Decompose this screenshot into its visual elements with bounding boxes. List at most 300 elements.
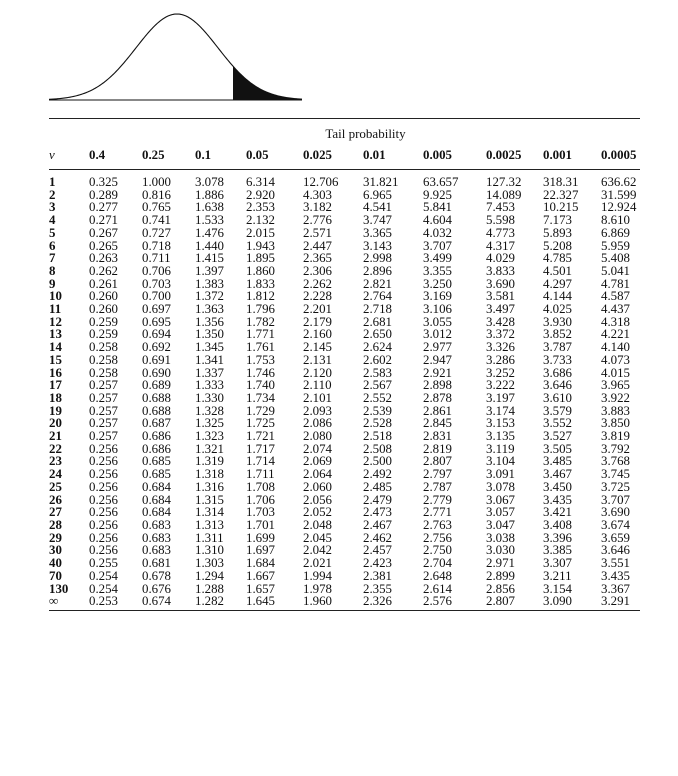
critical-value-cell: 1.440 (195, 238, 225, 253)
critical-value-cell: 1.725 (246, 416, 276, 431)
critical-value-cell: 3.286 (486, 352, 516, 367)
critical-value-cell: 3.690 (601, 505, 631, 520)
degrees-of-freedom-cell: 12 (49, 314, 62, 329)
critical-value-cell: 1.316 (195, 479, 225, 494)
critical-value-cell: 2.131 (303, 352, 333, 367)
critical-value-cell: 3.965 (601, 378, 631, 393)
degrees-of-freedom-cell: 9 (49, 276, 56, 291)
critical-value-cell: 2.776 (303, 213, 333, 228)
critical-value-cell: 3.055 (423, 314, 453, 329)
critical-value-cell: 2.145 (303, 340, 333, 355)
critical-value-cell: 3.367 (601, 581, 631, 596)
critical-value-cell: 2.365 (303, 251, 333, 266)
header-row (49, 141, 640, 170)
critical-value-cell: 4.773 (486, 225, 516, 240)
critical-value-cell: 3.067 (486, 492, 516, 507)
critical-value-cell: 2.326 (363, 595, 423, 610)
critical-value-cell: 1.943 (246, 238, 276, 253)
critical-value-cell: 3.850 (601, 416, 631, 431)
critical-value-cell: 4.015 (601, 365, 631, 380)
critical-value-cell: 1.333 (195, 378, 225, 393)
critical-value-cell: 0.263 (89, 251, 119, 266)
critical-value-cell: 0.684 (142, 505, 172, 520)
critical-value-cell: 0.256 (89, 479, 119, 494)
critical-value-cell: 1.708 (246, 479, 276, 494)
critical-value-cell: 2.750 (423, 543, 453, 558)
critical-value-cell: 2.074 (303, 441, 333, 456)
critical-value-cell: 1.341 (195, 352, 225, 367)
critical-value-cell: 22.327 (543, 187, 579, 202)
degrees-of-freedom-cell: 30 (49, 543, 62, 558)
critical-value-cell: 4.587 (601, 289, 631, 304)
critical-value-cell: 2.787 (423, 479, 453, 494)
critical-value-cell: 0.254 (89, 581, 119, 596)
critical-value-cell: 4.541 (363, 200, 393, 215)
critical-value-cell: 3.197 (486, 390, 516, 405)
critical-value-cell: 3.091 (486, 467, 516, 482)
critical-value-cell: 3.119 (486, 441, 515, 456)
critical-value-cell: 0.686 (142, 441, 172, 456)
critical-value-cell: 1.684 (246, 556, 276, 571)
critical-value-cell: 4.785 (543, 251, 573, 266)
critical-value-cell: 0.267 (89, 225, 119, 240)
critical-value-cell: 0.674 (142, 595, 195, 610)
critical-value-cell: 3.792 (601, 441, 631, 456)
degrees-of-freedom-cell: 22 (49, 441, 62, 456)
critical-value-cell: 3.922 (601, 390, 631, 405)
degrees-of-freedom-cell: ∞ (49, 595, 89, 610)
table-row (49, 557, 640, 570)
critical-value-cell: 2.457 (363, 543, 393, 558)
critical-value-cell: 2.845 (423, 416, 453, 431)
critical-value-cell: 3.078 (486, 479, 516, 494)
critical-value-cell: 0.683 (142, 517, 172, 532)
critical-value-cell: 2.179 (303, 314, 333, 329)
critical-value-cell: 3.421 (543, 505, 573, 520)
degrees-of-freedom-cell: 28 (49, 517, 62, 532)
critical-value-cell: 0.685 (142, 467, 172, 482)
degrees-of-freedom-cell: 19 (49, 403, 62, 418)
critical-value-cell: 2.355 (363, 581, 393, 596)
degrees-of-freedom-cell: 11 (49, 302, 62, 317)
critical-value-cell: 6.314 (246, 175, 276, 189)
critical-value-cell: 2.160 (303, 327, 333, 342)
degrees-of-freedom-cell: 24 (49, 467, 62, 482)
critical-value-cell: 3.733 (543, 352, 573, 367)
critical-value-cell: 1.701 (246, 517, 276, 532)
critical-value-cell: 1.000 (142, 175, 172, 189)
degrees-of-freedom-cell: 1 (49, 175, 56, 189)
shaded-upper-tail (233, 66, 302, 100)
table-row (49, 570, 640, 583)
critical-value-cell: 3.768 (601, 454, 631, 469)
critical-value-cell: 0.265 (89, 238, 119, 253)
critical-value-cell: 0.261 (89, 276, 119, 291)
critical-value-cell: 1.372 (195, 289, 225, 304)
critical-value-cell: 3.646 (543, 378, 573, 393)
critical-value-cell: 1.282 (195, 595, 246, 610)
critical-value-cell: 2.306 (303, 263, 333, 278)
critical-value-cell: 1.363 (195, 302, 225, 317)
critical-value-cell: 0.700 (142, 289, 172, 304)
critical-value-cell: 0.260 (89, 302, 119, 317)
degrees-of-freedom-cell: 3 (49, 200, 56, 215)
degrees-of-freedom-cell: 130 (49, 581, 69, 596)
degrees-of-freedom-cell: 17 (49, 378, 62, 393)
critical-value-cell: 1.319 (195, 454, 225, 469)
critical-value-cell: 0.253 (89, 595, 142, 610)
critical-value-cell: 1.645 (246, 595, 303, 610)
critical-value-cell: 0.257 (89, 403, 119, 418)
critical-value-cell: 0.688 (142, 390, 172, 405)
nu-header: ν (49, 141, 89, 170)
critical-value-cell: 3.182 (303, 200, 333, 215)
critical-value-cell: 3.143 (363, 238, 393, 253)
degrees-of-freedom-cell: 40 (49, 556, 62, 571)
critical-value-cell: 1.311 (195, 530, 224, 545)
critical-value-cell: 0.703 (142, 276, 172, 291)
critical-value-cell: 2.576 (423, 595, 486, 610)
critical-value-cell: 1.729 (246, 403, 276, 418)
critical-value-cell: 0.255 (89, 556, 119, 571)
critical-value-cell: 0.262 (89, 263, 119, 278)
critical-value-cell: 1.667 (246, 568, 276, 583)
tail-probability-header: 0.1 (195, 141, 246, 170)
critical-value-cell: 0.681 (142, 556, 172, 571)
tail-probability-header: 0.25 (142, 141, 195, 170)
critical-value-cell: 1.337 (195, 365, 225, 380)
critical-value-cell: 5.959 (601, 238, 631, 253)
critical-value-cell: 3.211 (543, 568, 572, 583)
critical-value-cell: 3.450 (543, 479, 573, 494)
critical-value-cell: 2.821 (363, 276, 393, 291)
critical-value-cell: 1.703 (246, 505, 276, 520)
critical-value-cell: 2.060 (303, 479, 333, 494)
critical-value-cell: 0.256 (89, 467, 119, 482)
critical-value-cell: 2.899 (486, 568, 516, 583)
critical-value-cell: 1.697 (246, 543, 276, 558)
critical-value-cell: 3.038 (486, 530, 516, 545)
critical-value-cell: 5.841 (423, 200, 453, 215)
critical-value-cell: 3.154 (543, 581, 573, 596)
critical-value-cell: 2.467 (363, 517, 393, 532)
critical-value-cell: 2.201 (303, 302, 333, 317)
critical-value-cell: 3.646 (601, 543, 631, 558)
critical-value-cell: 3.819 (601, 429, 631, 444)
critical-value-cell: 3.106 (423, 302, 453, 317)
critical-value-cell: 1.476 (195, 225, 225, 240)
critical-value-cell: 2.048 (303, 517, 333, 532)
degrees-of-freedom-cell: 26 (49, 492, 62, 507)
critical-value-cell: 3.707 (423, 238, 453, 253)
critical-value-cell: 12.924 (601, 200, 637, 215)
critical-value-cell: 3.552 (543, 416, 573, 431)
critical-value-cell: 1.328 (195, 403, 225, 418)
critical-value-cell: 0.254 (89, 568, 119, 583)
critical-value-cell: 0.256 (89, 530, 119, 545)
critical-value-cell: 2.807 (423, 454, 453, 469)
critical-value-cell: 9.925 (423, 187, 453, 202)
critical-value-cell: 2.567 (363, 378, 393, 393)
critical-value-cell: 0.684 (142, 492, 172, 507)
critical-value-cell: 2.518 (363, 429, 393, 444)
critical-value-cell: 1.294 (195, 568, 225, 583)
degrees-of-freedom-cell: 18 (49, 390, 62, 405)
critical-value-cell: 3.307 (543, 556, 573, 571)
critical-value-cell: 0.692 (142, 340, 172, 355)
critical-value-cell: 0.684 (142, 479, 172, 494)
critical-value-cell: 2.492 (363, 467, 393, 482)
critical-value-cell: 1.318 (195, 467, 225, 482)
critical-value-cell: 2.539 (363, 403, 393, 418)
critical-value-cell: 10.215 (543, 200, 579, 215)
critical-value-cell: 1.721 (246, 429, 276, 444)
critical-value-cell: 2.764 (363, 289, 393, 304)
critical-value-cell: 2.423 (363, 556, 393, 571)
critical-value-cell: 4.501 (543, 263, 573, 278)
critical-value-cell: 1.860 (246, 263, 276, 278)
critical-value-cell: 1.657 (246, 581, 276, 596)
critical-value-cell: 2.947 (423, 352, 453, 367)
critical-value-cell: 2.479 (363, 492, 393, 507)
critical-value-cell: 1.796 (246, 302, 276, 317)
critical-value-cell: 14.089 (486, 187, 522, 202)
critical-value-cell: 3.467 (543, 467, 573, 482)
critical-value-cell: 3.030 (486, 543, 516, 558)
tail-probability-header: 0.01 (363, 141, 423, 170)
critical-value-cell: 4.318 (601, 314, 631, 329)
table-row (49, 354, 640, 367)
degrees-of-freedom-cell: 25 (49, 479, 62, 494)
critical-value-cell: 0.689 (142, 378, 172, 393)
critical-value-cell: 4.604 (423, 213, 453, 228)
critical-value-cell: 2.977 (423, 340, 453, 355)
critical-value-cell: 2.080 (303, 429, 333, 444)
critical-value-cell: 0.706 (142, 263, 172, 278)
critical-value-cell: 2.614 (423, 581, 453, 596)
critical-value-cell: 4.073 (601, 352, 631, 367)
critical-value-cell: 31.821 (363, 175, 399, 189)
critical-value-cell: 0.718 (142, 238, 172, 253)
critical-value-cell: 2.262 (303, 276, 333, 291)
critical-value-cell: 7.453 (486, 200, 516, 215)
critical-value-cell: 3.291 (601, 595, 640, 610)
critical-value-cell: 0.256 (89, 492, 119, 507)
critical-value-cell: 4.303 (303, 187, 333, 202)
critical-value-cell: 0.691 (142, 352, 172, 367)
critical-value-cell: 3.579 (543, 403, 573, 418)
critical-value-cell: 3.745 (601, 467, 631, 482)
critical-value-cell: 3.505 (543, 441, 573, 456)
critical-value-cell: 0.711 (142, 251, 171, 266)
table-row (49, 519, 640, 532)
critical-value-cell: 2.015 (246, 225, 276, 240)
critical-value-cell: 0.690 (142, 365, 172, 380)
critical-value-cell: 5.598 (486, 213, 516, 228)
critical-value-cell: 2.896 (363, 263, 393, 278)
table-body (49, 176, 640, 610)
critical-value-cell: 5.408 (601, 251, 631, 266)
critical-value-cell: 6.869 (601, 225, 631, 240)
table-row (49, 176, 640, 189)
degrees-of-freedom-cell: 6 (49, 238, 56, 253)
critical-value-cell: 2.797 (423, 467, 453, 482)
t-distribution-curve-figure (0, 0, 678, 120)
degrees-of-freedom-cell: 7 (49, 251, 56, 266)
critical-value-cell: 2.101 (303, 390, 333, 405)
critical-value-cell: 1.886 (195, 187, 225, 202)
critical-value-cell: 2.624 (363, 340, 393, 355)
critical-value-cell: 3.435 (543, 492, 573, 507)
critical-value-cell: 127.32 (486, 175, 522, 189)
critical-value-cell: 1.782 (246, 314, 276, 329)
critical-value-cell: 3.057 (486, 505, 516, 520)
critical-value-cell: 3.385 (543, 543, 573, 558)
critical-value-cell: 5.208 (543, 238, 573, 253)
critical-value-cell: 5.893 (543, 225, 573, 240)
table-row (49, 595, 640, 610)
critical-value-cell: 1.978 (303, 581, 333, 596)
critical-value-cell: 3.659 (601, 530, 631, 545)
critical-value-cell: 3.852 (543, 327, 573, 342)
critical-value-cell: 3.930 (543, 314, 573, 329)
critical-value-cell: 0.695 (142, 314, 172, 329)
critical-value-cell: 3.396 (543, 530, 573, 545)
table-row (49, 214, 640, 227)
degrees-of-freedom-cell: 13 (49, 327, 62, 342)
critical-value-cell: 2.508 (363, 441, 393, 456)
critical-value-cell: 0.257 (89, 378, 119, 393)
critical-value-cell: 1.288 (195, 581, 225, 596)
critical-value-cell: 1.833 (246, 276, 276, 291)
critical-value-cell: 3.551 (601, 556, 631, 571)
critical-value-cell: 1.321 (195, 441, 225, 456)
critical-value-cell: 2.921 (423, 365, 453, 380)
critical-value-cell: 0.257 (89, 416, 119, 431)
tail-probability-header: 0.4 (89, 141, 142, 170)
critical-value-cell: 0.683 (142, 530, 172, 545)
critical-value-cell: 3.485 (543, 454, 573, 469)
critical-value-cell: 6.965 (363, 187, 393, 202)
critical-value-cell: 3.012 (423, 327, 453, 342)
critical-value-cell: 0.727 (142, 225, 172, 240)
critical-value-cell: 3.372 (486, 327, 516, 342)
critical-value-cell: 0.256 (89, 543, 119, 558)
critical-value-cell: 2.381 (363, 568, 393, 583)
table-row (49, 468, 640, 481)
critical-value-cell: 1.895 (246, 251, 276, 266)
degrees-of-freedom-cell: 23 (49, 454, 62, 469)
critical-value-cell: 0.257 (89, 390, 119, 405)
critical-value-cell: 0.289 (89, 187, 119, 202)
critical-value-cell: 2.898 (423, 378, 453, 393)
critical-value-cell: 12.706 (303, 175, 339, 189)
critical-value-cell: 3.326 (486, 340, 516, 355)
degrees-of-freedom-cell: 27 (49, 505, 62, 520)
critical-value-cell: 1.740 (246, 378, 276, 393)
critical-value-cell: 2.971 (486, 556, 516, 571)
tail-probability-header: 0.025 (303, 141, 363, 170)
critical-value-cell: 3.725 (601, 479, 631, 494)
critical-value-cell: 3.883 (601, 403, 631, 418)
critical-value-cell: 0.325 (89, 175, 119, 189)
critical-value-cell: 1.415 (195, 251, 225, 266)
critical-value-cell: 1.323 (195, 429, 225, 444)
critical-value-cell: 3.250 (423, 276, 453, 291)
critical-value-cell: 2.021 (303, 556, 333, 571)
degrees-of-freedom-cell: 2 (49, 187, 56, 202)
critical-value-cell: 2.763 (423, 517, 453, 532)
critical-value-cell: 1.746 (246, 365, 276, 380)
critical-value-cell: 0.678 (142, 568, 172, 583)
critical-value-cell: 0.259 (89, 327, 119, 342)
degrees-of-freedom-cell: 21 (49, 429, 62, 444)
critical-value-cell: 0.741 (142, 213, 172, 228)
critical-value-cell: 0.683 (142, 543, 172, 558)
critical-value-cell: 3.435 (601, 568, 631, 583)
critical-value-cell: 3.408 (543, 517, 573, 532)
critical-value-cell: 8.610 (601, 213, 631, 228)
critical-value-cell: 2.771 (423, 505, 453, 520)
critical-value-cell: 4.297 (543, 276, 573, 291)
critical-value-cell: 0.260 (89, 289, 119, 304)
critical-value-cell: 0.258 (89, 365, 119, 380)
table-row (49, 481, 640, 494)
critical-value-cell: 0.686 (142, 429, 172, 444)
critical-value-cell: 0.685 (142, 454, 172, 469)
critical-value-cell: 2.353 (246, 200, 276, 215)
critical-value-cell: 1.711 (246, 467, 275, 482)
critical-value-cell: 2.718 (363, 302, 393, 317)
critical-value-cell: 3.222 (486, 378, 516, 393)
critical-value-cell: 2.704 (423, 556, 453, 571)
critical-value-cell: 2.819 (423, 441, 453, 456)
critical-value-cell: 3.428 (486, 314, 516, 329)
tail-probability-header: 0.0005 (601, 141, 640, 170)
critical-value-cell: 2.045 (303, 530, 333, 545)
degrees-of-freedom-cell: 70 (49, 568, 62, 583)
critical-value-cell: 1.315 (195, 492, 225, 507)
critical-value-cell: 2.552 (363, 390, 393, 405)
critical-value-cell: 31.599 (601, 187, 637, 202)
critical-value-cell: 0.258 (89, 340, 119, 355)
critical-value-cell: 2.110 (303, 378, 332, 393)
tail-probability-header: 0.005 (423, 141, 486, 170)
critical-value-cell: 1.313 (195, 517, 225, 532)
critical-value-cell: 1.717 (246, 441, 276, 456)
critical-value-cell: 2.920 (246, 187, 276, 202)
tail-probability-header: 0.0025 (486, 141, 543, 170)
critical-value-cell: 3.090 (543, 595, 601, 610)
critical-value-cell: 2.878 (423, 390, 453, 405)
critical-value-cell: 636.62 (601, 175, 637, 189)
critical-value-cell: 2.779 (423, 492, 453, 507)
critical-value-cell: 1.303 (195, 556, 225, 571)
critical-value-cell: 3.499 (423, 251, 453, 266)
critical-value-cell: 3.690 (486, 276, 516, 291)
critical-value-cell: 3.674 (601, 517, 631, 532)
critical-value-cell: 0.697 (142, 302, 172, 317)
critical-value-cell: 7.173 (543, 213, 573, 228)
critical-value-cell: 1.350 (195, 327, 225, 342)
t-distribution-table (49, 118, 640, 611)
degrees-of-freedom-cell: 20 (49, 416, 62, 431)
critical-value-cell: 0.688 (142, 403, 172, 418)
degrees-of-freedom-cell: 15 (49, 352, 62, 367)
critical-value-cell: 2.681 (363, 314, 393, 329)
critical-value-cell: 2.120 (303, 365, 333, 380)
critical-value-cell: 4.781 (601, 276, 631, 291)
